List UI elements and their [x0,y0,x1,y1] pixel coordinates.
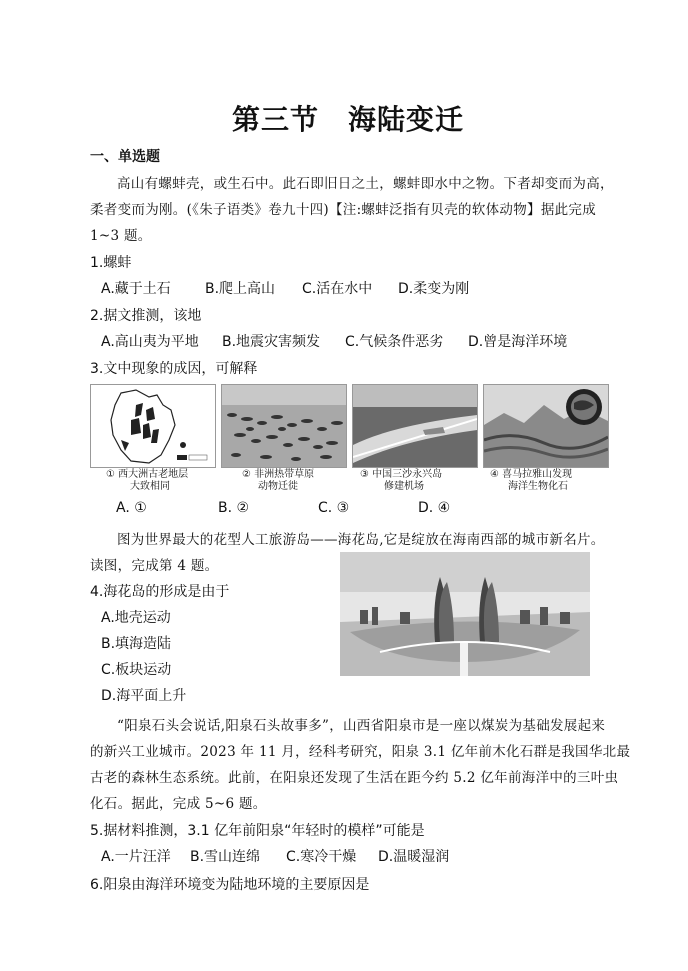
q2-option-a[interactable]: A.高山夷为平地 [101,334,199,350]
q3-caption-1-line-2: 大致相同 [130,481,170,492]
q4-option-d[interactable]: D.海平面上升 [101,688,187,704]
q1-option-c[interactable]: C.活在水中 [302,281,373,297]
q2-option-c[interactable]: C.气候条件恶劣 [345,334,444,350]
q3-caption-3-line-2: 修建机场 [384,481,424,492]
passage-3-line-3: 古老的森林生态系统。此前，在阳泉还发现了生活在距今约 5.2 亿年前海洋中的三叶虫 [90,770,619,786]
passage-3-line-4: 化石。据此，完成 5~6 题。 [90,796,267,812]
q1-option-a[interactable]: A.藏于土石 [101,281,171,297]
q1-option-b[interactable]: B.爬上高山 [205,281,276,297]
q3-image-4-fossil [483,384,609,468]
q3-caption-2-line-1: ② 非洲热带草原 [242,469,315,480]
q3-caption-2-line-2: 动物迁徙 [258,481,298,492]
passage-3-line-2: 的新兴工业城市。2023 年 11 月，经科考研究，阳泉 3.1 亿年前木化石群是我国华北最 [90,744,631,760]
q2-option-d[interactable]: D.曾是海洋环境 [468,334,568,350]
question-2-stem: 2.据文推测，该地 [90,308,202,324]
q3-image-2-savanna [221,384,347,468]
q5-option-a[interactable]: A.一片汪洋 [101,849,171,865]
passage-2-line-2: 读图，完成第 4 题。 [90,558,219,574]
question-6-stem: 6.阳泉由海洋环境变为陆地环境的主要原因是 [90,877,370,893]
q4-option-a[interactable]: A.地壳运动 [101,610,171,626]
q4-option-c[interactable]: C.板块运动 [101,662,172,678]
passage-3-line-1: “阳泉石头会说话,阳泉石头故事多”，山西省阳泉市是一座以煤炭为基础发展起来 [117,718,606,734]
page-title: 第三节 海陆变迁 [232,103,465,136]
passage-1-line-3: 1~3 题。 [90,228,152,244]
q3-caption-4-line-1: ④ 喜马拉雅山发现 [490,469,573,480]
question-4-stem: 4.海花岛的形成是由于 [90,584,230,600]
passage-2-line-1: 图为世界最大的花型人工旅游岛——海花岛,它是绽放在海南西部的城市新名片。 [117,532,605,548]
q3-caption-1-line-1: ① 西大洲古老地层 [106,469,189,480]
q3-option-d[interactable]: D. ④ [418,500,451,516]
q5-option-d[interactable]: D.温暖湿润 [378,849,450,865]
question-1-stem: 1.螺蚌 [90,255,132,271]
q3-option-c[interactable]: C. ③ [318,500,350,516]
q5-option-b[interactable]: B.雪山连绵 [190,849,261,865]
question-5-stem: 5.据材料推测，3.1 亿年前阳泉“年轻时的模样”可能是 [90,823,425,839]
passage-1-line-2: 柔者变而为刚。(《朱子语类》卷九十四)【注:螺蚌泛指有贝壳的软体动物】据此完成 [90,202,597,218]
q3-option-a[interactable]: A. ① [116,500,147,516]
q3-caption-4-line-2: 海洋生物化石 [508,481,568,492]
q3-caption-3-line-1: ③ 中国三沙永兴岛 [360,469,443,480]
q2-option-b[interactable]: B.地震灾害频发 [222,334,321,350]
q3-image-1-map [90,384,216,468]
question-3-stem: 3.文中现象的成因，可解释 [90,361,258,377]
section-heading: 一、单选题 [90,149,160,165]
q4-option-b[interactable]: B.填海造陆 [101,636,172,652]
q5-option-c[interactable]: C.寒冷干燥 [286,849,357,865]
q3-option-b[interactable]: B. ② [218,500,250,516]
q3-image-3-airport [352,384,478,468]
q1-option-d[interactable]: D.柔变为刚 [398,281,470,297]
passage-1-line-1: 高山有螺蚌壳，或生石中。此石即旧日之土，螺蚌即水中之物。下者却变而为高， [117,176,614,192]
q4-island-photo [340,552,590,676]
